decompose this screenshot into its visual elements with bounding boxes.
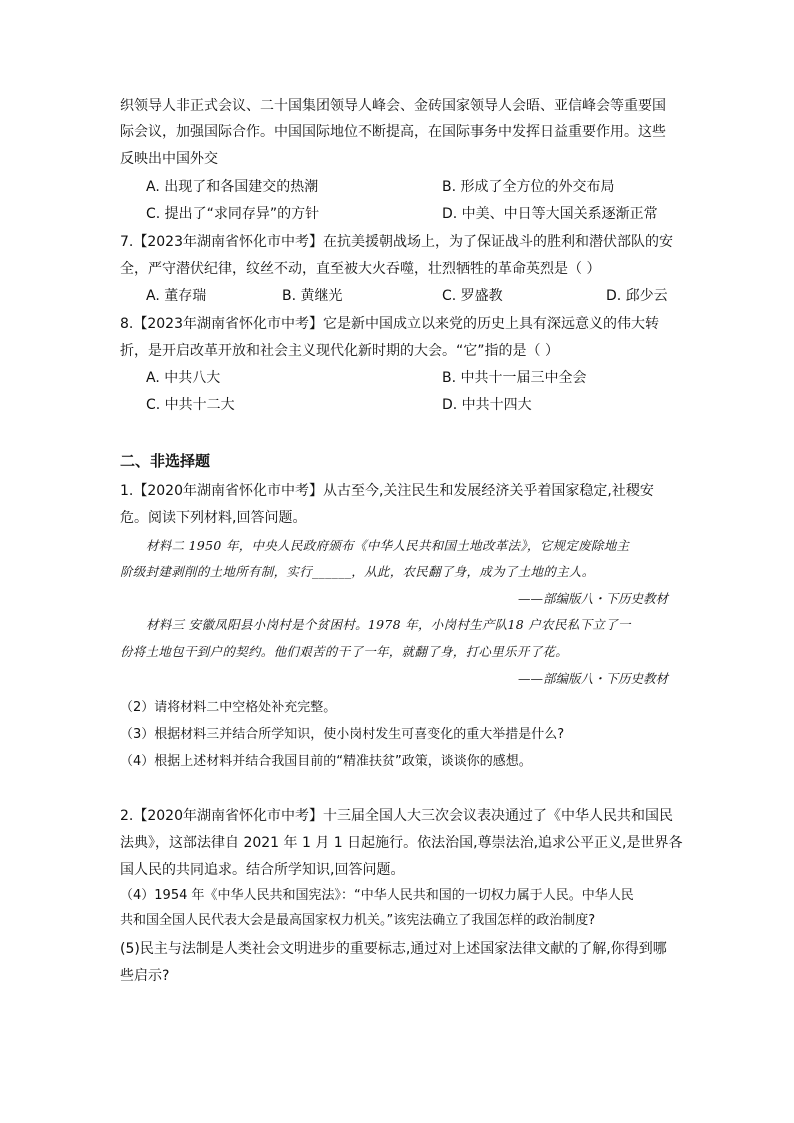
q6-option-b[interactable]: B. 形成了全方位的外交布局: [442, 179, 615, 195]
material3-line-2: 份将土地包干到户的契约。他们艰苦的干了一年，就翻了身，打心里乐开了花。: [120, 644, 569, 659]
q8-stem-line-1: 8.【2023年湖南省怀化市中考】它是新中国成立以来党的历史上具有深远意义的伟大转: [120, 316, 659, 332]
q6-option-d[interactable]: D. 中美、中日等大国关系逐渐正常: [442, 206, 658, 222]
nq1-subquestion-2: （2）请将材料二中空格处补充完整。: [120, 700, 337, 715]
nq2-stem-line-3: 国人民的共同追求。结合所学知识,回答问题。: [120, 862, 405, 878]
q6-stem-line-3: 反映出中国外交: [120, 151, 218, 167]
q7-option-c[interactable]: C. 罗盛教: [442, 288, 503, 304]
q8-option-b[interactable]: B. 中共十一届三中全会: [442, 370, 587, 386]
q7-option-d[interactable]: D. 邱少云: [606, 288, 668, 304]
q6-option-c[interactable]: C. 提出了“求同存异”的方针: [146, 206, 320, 222]
q7-stem-line-2: 全，严守潜伏纪律，纹丝不动，直至被大火吞噬，壮烈牺牲的革命英烈是（ ）: [120, 261, 601, 277]
nq1-subquestion-4: （4）根据上述材料并结合我国目前的“精准扶贫”政策，谈谈你的感想。: [120, 754, 532, 769]
material3-line-1: 材料三 安徽凤阳县小岗村是个贫困村。1978 年，小岗村生产队18 户农民私下立了一: [146, 617, 631, 632]
material2-line-1: 材料二 1950 年，中央人民政府颁布《中华人民共和国土地改革法》，它规定废除地主: [146, 538, 630, 553]
nq1-subquestion-3: （3）根据材料三并结合所学知识，使小岗村发生可喜变化的重大举措是什么?: [120, 727, 565, 742]
material2-line-2: 阶级封建剥削的土地所有制，实行______，从此，农民翻了身，成为了土地的主人。: [120, 564, 595, 579]
q7-stem-line-1: 7.【2023年湖南省怀化市中考】在抗美援朝战场上，为了保证战斗的胜利和潜伏部队的安: [120, 234, 673, 250]
q8-option-c[interactable]: C. 中共十二大: [146, 397, 235, 413]
material2-reference: ——部编版八・下历史教材: [518, 591, 669, 606]
nq1-stem-line-2: 危。阅读下列材料,回答问题。: [120, 510, 307, 526]
q8-option-a[interactable]: A. 中共八大: [146, 370, 221, 386]
material3-reference: ——部编版八・下历史教材: [518, 671, 669, 686]
q6-stem-line-2: 际会议，加强国际合作。中国国际地位不断提高，在国际事务中发挥日益重要作用。这些: [120, 124, 666, 140]
nq2-subquestion-4-line-1: （4）1954 年《中华人民共和国宪法》：“中华人民共和国的一切权力属于人民。中华人民: [120, 888, 634, 903]
q6-option-a[interactable]: A. 出现了和各国建交的热潮: [146, 179, 319, 195]
q8-stem-line-2: 折，是开启改革开放和社会主义现代化新时期的大会。“它”指的是（ ）: [120, 343, 559, 359]
nq1-stem-line-1: 1.【2020年湖南省怀化市中考】从古至今,关注民生和发展经济关乎着国家稳定,社稷安: [120, 483, 654, 499]
nq2-subquestion-5-line-2: 些启示?: [120, 968, 170, 984]
nq2-stem-line-1: 2.【2020年湖南省怀化市中考】十三届全国人大三次会议表决通过了《中华人民共和国民: [120, 808, 673, 824]
q8-option-d[interactable]: D. 中共十四大: [442, 397, 532, 413]
nq2-subquestion-4-line-2: 共和国全国人民代表大会是最高国家权力机关。”该宪法确立了我国怎样的政治制度?: [120, 913, 596, 928]
q7-option-a[interactable]: A. 董存瑞: [146, 288, 207, 304]
q7-option-b[interactable]: B. 黄继光: [282, 288, 343, 304]
section-heading: 二、非选择题: [120, 452, 211, 470]
nq2-subquestion-5-line-1: (5)民主与法制是人类社会文明进步的重要标志,通过对上述国家法律文献的了解,你得到哪: [120, 941, 667, 957]
nq2-stem-line-2: 法典》，这部法律自 2021 年 1 月 1 日起施行。依法治国,尊崇法治,追求公平正义,是世界各: [120, 835, 683, 851]
q6-stem-line-1: 织领导人非正式会议、二十国集团领导人峰会、金砖国家领导人会晤、亚信峰会等重要国: [120, 98, 666, 114]
